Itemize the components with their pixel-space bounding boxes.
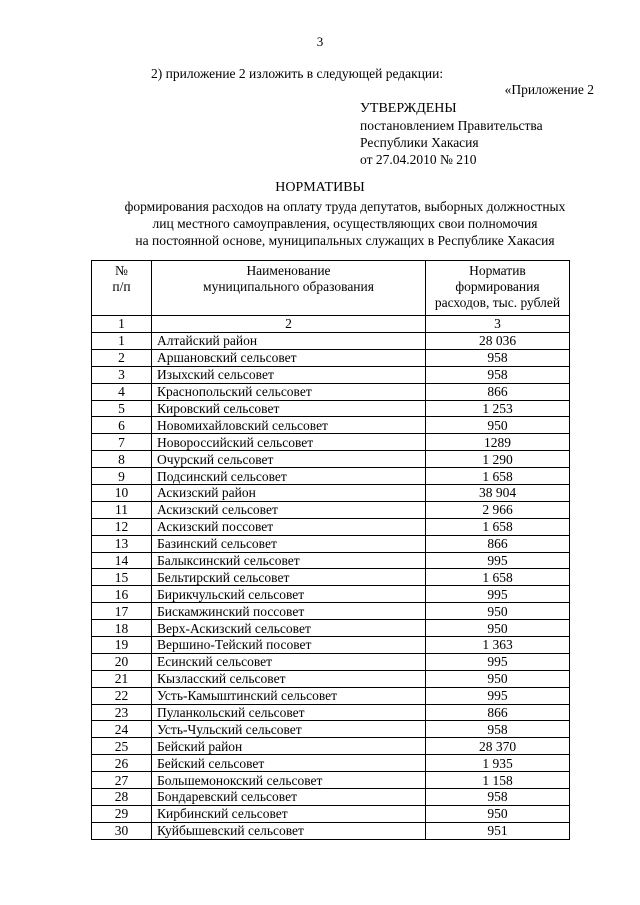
subtitle-line: на постоянной основе, муниципальных служащих в Республике Хакасия (135, 233, 555, 248)
row-number: 20 (92, 653, 152, 670)
table-row (92, 822, 570, 839)
norm-value: 950 (426, 417, 570, 434)
norm-value: 1 158 (426, 772, 570, 789)
row-number: 6 (92, 417, 152, 434)
municipality-name: Аскизский сельсовет (152, 501, 426, 518)
norm-value: 1 253 (426, 400, 570, 417)
row-number: 2 (92, 349, 152, 366)
table-row (92, 349, 570, 366)
column-number: 1 (92, 316, 152, 333)
municipality-name: Аскизский район (152, 485, 426, 502)
column-number: 2 (152, 316, 426, 333)
row-number: 30 (92, 822, 152, 839)
municipality-name: Кировский сельсовет (152, 400, 426, 417)
municipality-name: Бискамжинский поссовет (152, 603, 426, 620)
norm-value: 958 (426, 721, 570, 738)
table-row (92, 789, 570, 806)
approval-line: постановлением Правительства (360, 118, 543, 133)
municipality-name: Краснопольский сельсовет (152, 383, 426, 400)
row-number: 3 (92, 366, 152, 383)
municipality-name: Вершино-Тейский посовет (152, 637, 426, 654)
row-number: 29 (92, 805, 152, 822)
norm-value: 958 (426, 789, 570, 806)
intro-text: 2) приложение 2 изложить в следующей редакции: (151, 66, 444, 81)
header-name: Наименование муниципального образования (152, 261, 426, 316)
approval-block (360, 100, 543, 168)
header-number: № п/п (92, 261, 152, 316)
page-number: 3 (316, 34, 324, 49)
norm-value: 866 (426, 535, 570, 552)
table-row (92, 434, 570, 451)
row-number: 22 (92, 687, 152, 704)
norm-value: 38 904 (426, 485, 570, 502)
table-row (92, 653, 570, 670)
norm-value: 1 363 (426, 637, 570, 654)
municipality-name: Кызласский сельсовет (152, 670, 426, 687)
norm-value: 950 (426, 670, 570, 687)
municipality-name: Бейский район (152, 738, 426, 755)
municipality-name: Большемонокский сельсовет (152, 772, 426, 789)
row-number: 4 (92, 383, 152, 400)
norm-value: 995 (426, 687, 570, 704)
approval-line: Республики Хакасия (360, 135, 479, 150)
table-row (92, 333, 570, 350)
municipality-name: Есинский сельсовет (152, 653, 426, 670)
municipality-name: Бейский сельсовет (152, 755, 426, 772)
norm-value: 958 (426, 366, 570, 383)
table-row (92, 552, 570, 569)
norm-value: 950 (426, 620, 570, 637)
table-row (92, 383, 570, 400)
municipality-name: Куйбышевский сельсовет (152, 822, 426, 839)
table-row (92, 400, 570, 417)
municipality-name: Пуланкольский сельсовет (152, 704, 426, 721)
table-row (92, 569, 570, 586)
municipality-name: Очурский сельсовет (152, 451, 426, 468)
row-number: 23 (92, 704, 152, 721)
table-row (92, 755, 570, 772)
row-number: 21 (92, 670, 152, 687)
row-number: 10 (92, 485, 152, 502)
approval-date: от 27.04.2010 № 210 (360, 152, 477, 167)
table-row (92, 620, 570, 637)
table-row (92, 772, 570, 789)
document-subtitle (0, 198, 640, 249)
table-row (92, 805, 570, 822)
table-row (92, 485, 570, 502)
subtitle-line: формирования расходов на оплату труда депутатов, выборных должностных (124, 199, 566, 214)
row-number: 26 (92, 755, 152, 772)
header-norm: Норматив формирования расходов, тыс. рублей (426, 261, 570, 316)
table-row (92, 518, 570, 535)
norm-value: 951 (426, 822, 570, 839)
norm-value: 958 (426, 349, 570, 366)
row-number: 1 (92, 333, 152, 350)
document-title: НОРМАТИВЫ (275, 180, 365, 195)
table-row (92, 687, 570, 704)
norm-value: 995 (426, 552, 570, 569)
row-number: 17 (92, 603, 152, 620)
municipality-name: Подсинский сельсовет (152, 468, 426, 485)
municipality-name: Бондаревский сельсовет (152, 789, 426, 806)
table-row (92, 366, 570, 383)
norm-value: 1 658 (426, 569, 570, 586)
table-row (92, 738, 570, 755)
norm-value: 1 935 (426, 755, 570, 772)
row-number: 16 (92, 586, 152, 603)
norm-value: 866 (426, 383, 570, 400)
norm-value: 28 036 (426, 333, 570, 350)
row-number: 18 (92, 620, 152, 637)
row-number: 14 (92, 552, 152, 569)
table-row (92, 721, 570, 738)
municipality-name: Бирикчульский сельсовет (152, 586, 426, 603)
table-row (92, 501, 570, 518)
table-row (92, 586, 570, 603)
norm-value: 2 966 (426, 501, 570, 518)
norm-value: 995 (426, 653, 570, 670)
municipality-name: Аршановский сельсовет (152, 349, 426, 366)
table-row (92, 603, 570, 620)
norm-value: 950 (426, 805, 570, 822)
municipality-name: Кирбинский сельсовет (152, 805, 426, 822)
norm-value: 1289 (426, 434, 570, 451)
municipality-name: Новороссийский сельсовет (152, 434, 426, 451)
table-row (92, 451, 570, 468)
norm-value: 1 658 (426, 518, 570, 535)
row-number: 24 (92, 721, 152, 738)
column-number-row (92, 316, 570, 333)
norm-value: 1 290 (426, 451, 570, 468)
table-row (92, 637, 570, 654)
municipality-name: Балыксинский сельсовет (152, 552, 426, 569)
row-number: 9 (92, 468, 152, 485)
row-number: 15 (92, 569, 152, 586)
norm-value: 950 (426, 603, 570, 620)
table-header-row (92, 261, 570, 316)
norm-value: 28 370 (426, 738, 570, 755)
municipality-name: Усть-Чульский сельсовет (152, 721, 426, 738)
municipality-name: Изыхский сельсовет (152, 366, 426, 383)
table-row (92, 468, 570, 485)
annex-label: «Приложение 2 (504, 82, 594, 97)
norms-table (91, 260, 570, 840)
row-number: 19 (92, 637, 152, 654)
row-number: 13 (92, 535, 152, 552)
row-number: 27 (92, 772, 152, 789)
row-number: 12 (92, 518, 152, 535)
row-number: 7 (92, 434, 152, 451)
table-row (92, 704, 570, 721)
municipality-name: Базинский сельсовет (152, 535, 426, 552)
table-body (92, 333, 570, 840)
municipality-name: Усть-Камыштинский сельсовет (152, 687, 426, 704)
subtitle-line: лиц местного самоуправления, осуществляющих свои полномочия (152, 216, 538, 231)
municipality-name: Новомихайловский сельсовет (152, 417, 426, 434)
norm-value: 995 (426, 586, 570, 603)
table-row (92, 535, 570, 552)
norm-value: 866 (426, 704, 570, 721)
column-number: 3 (426, 316, 570, 333)
row-number: 25 (92, 738, 152, 755)
municipality-name: Бельтирский сельсовет (152, 569, 426, 586)
municipality-name: Алтайский район (152, 333, 426, 350)
table-row (92, 417, 570, 434)
table-row (92, 670, 570, 687)
row-number: 8 (92, 451, 152, 468)
row-number: 11 (92, 501, 152, 518)
municipality-name: Верх-Аскизский сельсовет (152, 620, 426, 637)
row-number: 5 (92, 400, 152, 417)
norm-value: 1 658 (426, 468, 570, 485)
row-number: 28 (92, 789, 152, 806)
approval-heading: УТВЕРЖДЕНЫ (360, 101, 457, 116)
municipality-name: Аскизский поссовет (152, 518, 426, 535)
